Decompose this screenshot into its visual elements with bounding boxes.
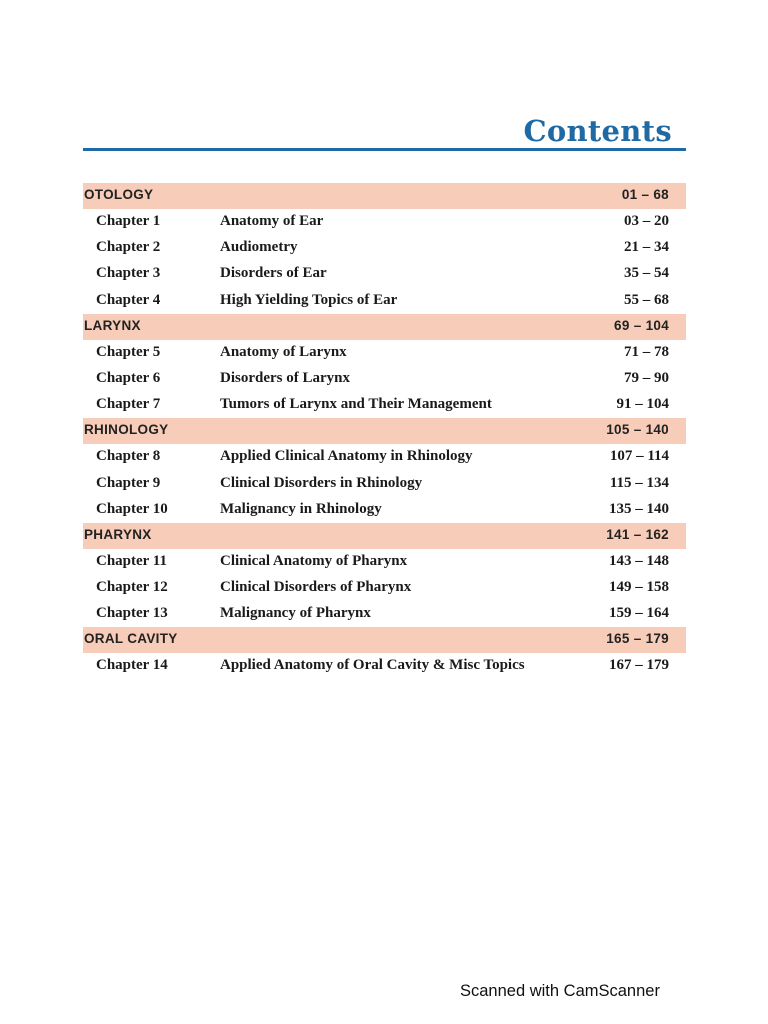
- chapter-number: Chapter 7: [96, 396, 161, 413]
- chapter-title: Anatomy of Larynx: [220, 343, 347, 360]
- section-name: LARYNX: [84, 317, 141, 333]
- chapter-title: Applied Clinical Anatomy in Rhinology: [220, 448, 473, 465]
- chapter-page-range: 21 – 34: [624, 239, 669, 256]
- section-name: RHINOLOGY: [84, 422, 169, 438]
- section-header: [83, 183, 686, 209]
- section-header: [83, 627, 686, 653]
- chapter-page-range: 159 – 164: [609, 605, 669, 622]
- chapter-row: [83, 392, 686, 418]
- section-page-range: 69 – 104: [614, 317, 669, 333]
- chapter-row: [83, 575, 686, 601]
- chapter-title: Clinical Disorders in Rhinology: [220, 474, 423, 491]
- chapter-row: [83, 601, 686, 627]
- chapter-page-range: 55 – 68: [624, 291, 669, 308]
- section-page-range: 105 – 140: [606, 422, 669, 438]
- chapter-page-range: 149 – 158: [609, 579, 669, 596]
- chapter-number: Chapter 11: [96, 552, 167, 569]
- chapter-title: Clinical Anatomy of Pharynx: [220, 552, 408, 569]
- chapter-row: [83, 444, 686, 470]
- chapter-title: Anatomy of Ear: [220, 213, 324, 229]
- section-header: [83, 314, 686, 340]
- chapter-page-range: 71 – 78: [624, 343, 669, 360]
- chapter-title: High Yielding Topics of Ear: [220, 291, 398, 308]
- chapter-row: [83, 497, 686, 523]
- section-name: OTOLOGY: [84, 187, 154, 202]
- chapter-title: Tumors of Larynx and Their Management: [220, 396, 492, 413]
- section-name: ORAL CAVITY: [84, 631, 178, 647]
- page-title: Contents: [523, 114, 672, 148]
- chapter-row: [83, 261, 686, 287]
- chapter-page-range: 107 – 114: [609, 448, 669, 465]
- chapter-number: Chapter 9: [96, 474, 161, 491]
- title-rule: [83, 148, 686, 151]
- chapter-title: Applied Anatomy of Oral Cavity & Misc Topics: [220, 657, 525, 674]
- chapter-title: Clinical Disorders of Pharynx: [220, 579, 412, 596]
- chapter-page-range: 167 – 179: [609, 657, 669, 674]
- chapter-title: Malignancy of Pharynx: [220, 605, 371, 622]
- chapter-row: [83, 549, 686, 575]
- chapter-number: Chapter 6: [96, 369, 161, 386]
- chapter-number: Chapter 8: [96, 448, 161, 465]
- chapter-number: Chapter 3: [96, 265, 161, 282]
- chapter-page-range: 03 – 20: [624, 213, 669, 229]
- chapter-page-range: 91 – 104: [616, 396, 669, 413]
- chapter-page-range: 143 – 148: [609, 552, 669, 569]
- chapter-row: [83, 288, 686, 314]
- section-page-range: 165 – 179: [606, 631, 669, 647]
- chapter-page-range: 35 – 54: [624, 265, 669, 282]
- chapter-row: [83, 471, 686, 497]
- section-header: [83, 418, 686, 444]
- chapter-title: Malignancy in Rhinology: [220, 500, 382, 517]
- chapter-page-range: 135 – 140: [609, 500, 669, 517]
- section-page-range: 141 – 162: [606, 526, 669, 542]
- scanner-watermark: Scanned with CamScanner: [460, 982, 660, 1000]
- chapter-page-range: 115 – 134: [609, 474, 669, 491]
- chapter-number: Chapter 1: [96, 213, 161, 229]
- chapter-number: Chapter 4: [96, 291, 161, 308]
- table-of-contents: [83, 183, 686, 680]
- chapter-title: Disorders of Ear: [220, 265, 327, 282]
- chapter-number: Chapter 2: [96, 239, 161, 256]
- chapter-row: [83, 209, 686, 235]
- chapter-number: Chapter 13: [96, 605, 168, 622]
- section-name: PHARYNX: [84, 526, 152, 542]
- chapter-row: [83, 340, 686, 366]
- chapter-title: Disorders of Larynx: [220, 369, 350, 386]
- chapter-row: [83, 366, 686, 392]
- chapter-row: [83, 653, 686, 679]
- chapter-number: Chapter 12: [96, 579, 168, 596]
- chapter-title: Audiometry: [220, 239, 298, 256]
- chapter-row: [83, 235, 686, 261]
- chapter-number: Chapter 5: [96, 343, 161, 360]
- chapter-number: Chapter 14: [96, 657, 168, 674]
- chapter-number: Chapter 10: [96, 500, 168, 517]
- chapter-page-range: 79 – 90: [624, 369, 669, 386]
- section-page-range: 01 – 68: [621, 187, 669, 202]
- section-header: [83, 523, 686, 549]
